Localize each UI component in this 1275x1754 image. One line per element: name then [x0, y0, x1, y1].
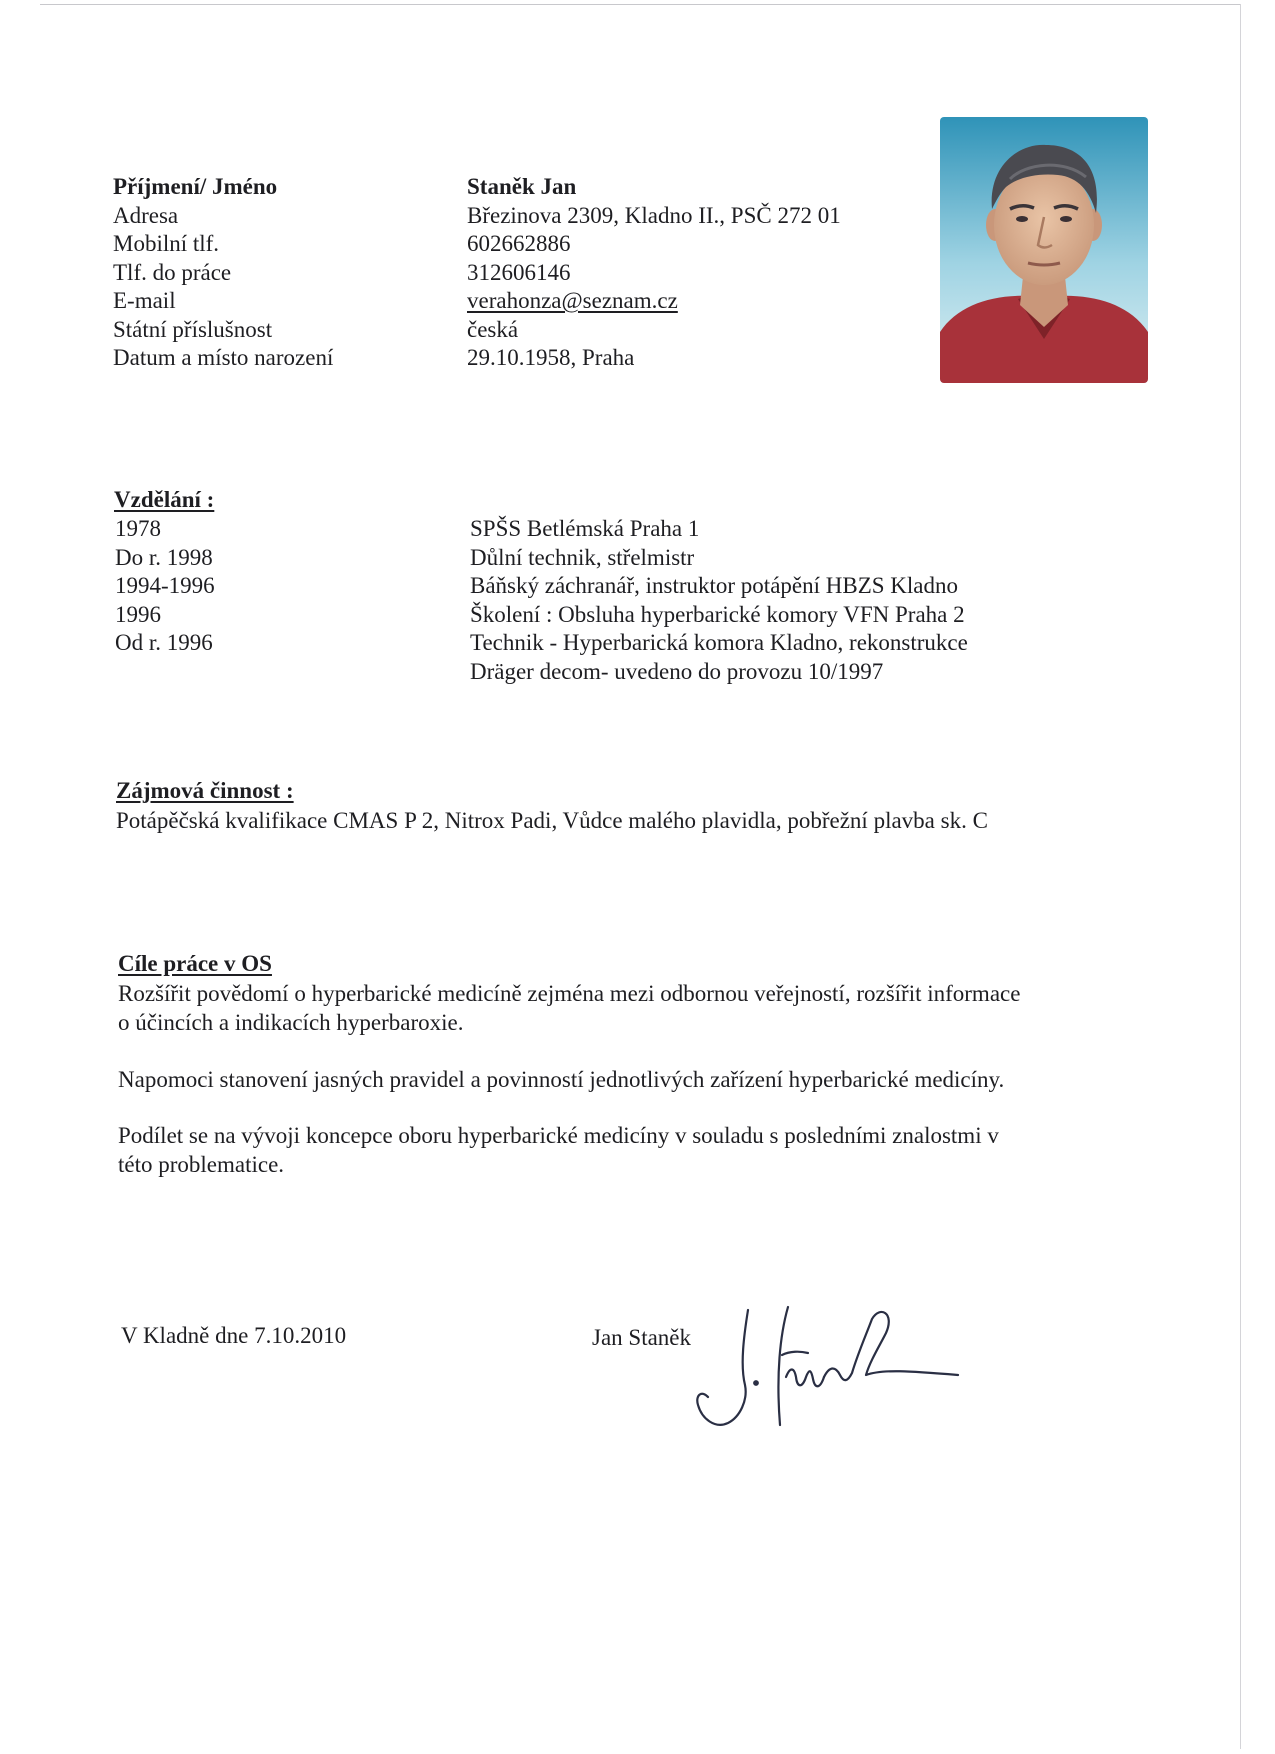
label-nationality: Státní příslušnost: [113, 316, 273, 342]
signature-drawing: [690, 1305, 980, 1430]
goals-text-line: Podílet se na vývoji koncepce oboru hyperbarické medicíny v souladu s posledními znalostmi v: [118, 1123, 999, 1148]
education-item: SPŠS Betlémská Praha 1: [470, 516, 700, 541]
goals-heading: Cíle práce v OS: [118, 951, 272, 976]
label-mobile: Mobilní tlf.: [113, 231, 220, 256]
scan-edge-right: [1240, 4, 1241, 1749]
value-name: Staněk Jan: [467, 174, 577, 199]
education-years: [115, 515, 215, 658]
value-work-phone: 312606146: [467, 259, 571, 285]
personal-values: [467, 173, 841, 373]
value-address: Březinova 2309, Kladno II., PSČ 272 01: [467, 202, 841, 228]
label-birth: Datum a místo narození: [113, 345, 334, 370]
education-item: Dräger decom- uvedeno do provozu 10/1997: [470, 658, 884, 684]
goals-paragraph-2: Napomoci stanovení jasných pravidel a povinností jednotlivých zařízení hyperbarické medicíny.: [118, 1067, 1005, 1092]
education-year: Do r. 1998: [115, 544, 213, 570]
education-item: Školení : Obsluha hyperbarické komory VFN Praha 2: [470, 601, 965, 627]
personal-labels: [113, 173, 333, 373]
interests-heading: Zájmová činnost :: [116, 778, 294, 803]
education-item: Báňský záchranář, instruktor potápění HBZS Kladno: [470, 573, 958, 598]
signer-name: Jan Staněk: [592, 1325, 692, 1350]
education-year: 1996: [115, 601, 161, 627]
place-date: V Kladně dne 7.10.2010: [121, 1323, 347, 1348]
scan-edge-top: [40, 4, 1240, 5]
education-item: Důlní technik, střelmistr: [470, 544, 695, 570]
goals-text-line: Rozšířit povědomí o hyperbarické medicíně zejména mezi odbornou veřejností, rozšířit informace: [118, 981, 1021, 1006]
goals-text-line: o účincích a indikacích hyperbaroxie.: [118, 1009, 464, 1035]
value-nationality: česká: [467, 316, 519, 342]
label-address: Adresa: [113, 202, 179, 228]
goals-text-line: této problematice.: [118, 1151, 285, 1177]
education-item: Technik - Hyperbarická komora Kladno, rekonstrukce: [470, 630, 968, 655]
education-year: 1994-1996: [115, 573, 215, 598]
education-items: [470, 515, 968, 686]
value-birth: 29.10.1958, Praha: [467, 345, 635, 370]
value-mobile: 602662886: [467, 231, 571, 256]
education-heading: Vzdělání :: [114, 487, 215, 512]
label-work-phone: Tlf. do práce: [113, 259, 232, 285]
interests-text: Potápěčská kvalifikace CMAS P 2, Nitrox Padi, Vůdce malého plavidla, pobřežní plavba sk. C: [116, 808, 988, 833]
goals-paragraph-1: [118, 980, 1020, 1037]
goals-paragraph-3: [118, 1122, 999, 1179]
portrait-photo-image: [940, 117, 1148, 383]
portrait-photo: [940, 117, 1148, 383]
education-year: 1978: [115, 516, 161, 541]
label-name: Příjmení/ Jméno: [113, 174, 278, 199]
education-year: Od r. 1996: [115, 630, 213, 655]
value-email-link[interactable]: verahonza@seznam.cz: [467, 288, 678, 313]
label-email: E-mail: [113, 288, 176, 313]
